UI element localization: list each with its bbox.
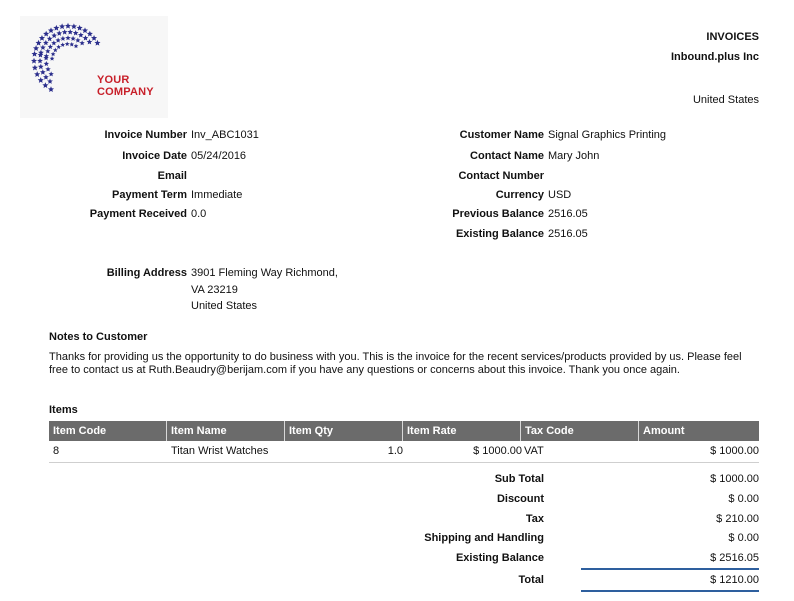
logo-star bbox=[77, 25, 83, 31]
logo-star bbox=[47, 78, 53, 83]
logo-star bbox=[56, 45, 61, 50]
logo-star bbox=[47, 36, 53, 41]
logo-star bbox=[51, 33, 57, 38]
logo-star bbox=[53, 48, 58, 53]
company-name: Inbound.plus Inc bbox=[671, 51, 759, 63]
logo-star bbox=[79, 40, 84, 45]
payment-received-value: 0.0 bbox=[191, 208, 207, 220]
cell-item-qty: 1.0 bbox=[387, 445, 403, 457]
logo-star bbox=[60, 42, 65, 47]
logo-star bbox=[53, 25, 59, 31]
logo-star bbox=[45, 48, 50, 53]
total-divider-top bbox=[581, 568, 759, 570]
customer-name-label: Customer Name bbox=[459, 129, 544, 141]
logo-star bbox=[37, 58, 43, 63]
logo-star bbox=[48, 27, 54, 33]
logo-star bbox=[65, 42, 70, 47]
logo-star bbox=[87, 39, 93, 44]
totals-existing-balance-label: Existing Balance bbox=[455, 552, 544, 564]
existing-balance-value: 2516.05 bbox=[548, 228, 588, 240]
logo-text bbox=[97, 74, 154, 98]
logo-star bbox=[48, 44, 53, 49]
invoice-date-label: Invoice Date bbox=[122, 150, 187, 162]
logo-star bbox=[60, 36, 65, 41]
logo-line-2: COMPANY bbox=[97, 86, 154, 98]
logo-star bbox=[44, 61, 49, 66]
logo-star bbox=[50, 56, 55, 61]
col-item-rate: Item Rate bbox=[403, 421, 521, 441]
cell-item-code: 8 bbox=[53, 445, 60, 457]
currency-label: Currency bbox=[495, 189, 544, 201]
logo-star bbox=[70, 36, 75, 41]
cell-amount: $ 1000.00 bbox=[710, 445, 759, 457]
cell-item-name: Titan Wrist Watches bbox=[171, 445, 269, 457]
totals-existing-balance-value: $ 2516.05 bbox=[710, 552, 759, 564]
discount-value: $ 0.00 bbox=[728, 493, 759, 505]
col-amount: Amount bbox=[643, 425, 685, 437]
logo-star bbox=[40, 45, 46, 50]
payment-term-value: Immediate bbox=[191, 189, 243, 201]
cell-item-rate: $ 1000.00 bbox=[473, 445, 522, 457]
document-title: INVOICES bbox=[706, 31, 759, 43]
logo-star bbox=[45, 67, 50, 72]
logo-star bbox=[74, 44, 79, 49]
logo-star bbox=[91, 35, 97, 41]
logo-star bbox=[32, 65, 38, 71]
billing-address-line-1: 3901 Fleming Way Richmond, bbox=[191, 267, 338, 279]
logo-line-1: YOUR bbox=[97, 74, 130, 86]
col-item-qty: Item Qty bbox=[285, 421, 403, 441]
contact-name-label: Contact Name bbox=[470, 150, 544, 162]
logo-star bbox=[82, 27, 88, 33]
col-item-name: Item Name bbox=[167, 421, 285, 441]
notes-text: Thanks for providing us the opportunity to do business with you. This is the invoice for the recent services/products provided by us. Please feel free to contact us at Ruth.Beaudry@berijam.com if you have any questions or concerns about this invoice. Thank you once again. bbox=[49, 351, 742, 376]
shipping-value: $ 0.00 bbox=[728, 532, 759, 544]
logo-star bbox=[43, 40, 49, 45]
email-label: Email bbox=[157, 170, 187, 182]
logo-star bbox=[94, 40, 100, 46]
logo-star bbox=[62, 29, 68, 34]
logo-star bbox=[43, 31, 49, 37]
customer-name-value: Signal Graphics Printing bbox=[548, 129, 667, 141]
logo-star bbox=[65, 23, 71, 29]
invoice-number-label: Invoice Number bbox=[104, 129, 187, 141]
subtotal-value: $ 1000.00 bbox=[710, 473, 759, 485]
logo-star bbox=[48, 86, 54, 92]
contact-number-label: Contact Number bbox=[458, 170, 544, 182]
currency-value: USD bbox=[548, 189, 572, 201]
payment-received-label: Payment Received bbox=[89, 208, 187, 220]
logo-star bbox=[87, 31, 93, 37]
logo-star bbox=[69, 42, 74, 47]
total-value: $ 1210.00 bbox=[710, 574, 759, 586]
logo-star bbox=[40, 69, 46, 74]
globe-stars-icon bbox=[28, 20, 108, 100]
company-country: United States bbox=[692, 94, 759, 106]
tax-value: $ 210.00 bbox=[716, 513, 759, 525]
existing-balance-label: Existing Balance bbox=[455, 228, 544, 240]
logo-star bbox=[39, 35, 45, 41]
logo-star bbox=[38, 77, 44, 83]
billing-address-line-2: VA 23219 bbox=[191, 284, 238, 296]
logo-star bbox=[48, 71, 53, 76]
logo-star bbox=[59, 23, 65, 29]
logo-star bbox=[56, 30, 62, 35]
logo-star bbox=[73, 30, 79, 35]
company-logo bbox=[20, 16, 168, 118]
logo-star bbox=[65, 35, 70, 40]
logo-star bbox=[67, 29, 73, 34]
contact-name-value: Mary John bbox=[548, 150, 600, 162]
logo-star bbox=[55, 38, 60, 43]
total-label: Total bbox=[518, 574, 544, 586]
total-divider-bottom bbox=[581, 590, 759, 592]
shipping-label: Shipping and Handling bbox=[424, 532, 544, 544]
logo-star bbox=[31, 51, 37, 57]
invoice-number-value: Inv_ABC1031 bbox=[191, 129, 259, 141]
logo-star bbox=[78, 32, 84, 37]
tax-label: Tax bbox=[525, 513, 544, 525]
notes-heading: Notes to Customer bbox=[49, 331, 148, 343]
items-heading: Items bbox=[49, 404, 78, 416]
discount-label: Discount bbox=[496, 493, 544, 505]
col-item-code: Item Code bbox=[49, 421, 167, 441]
items-table-header bbox=[49, 421, 759, 441]
previous-balance-label: Previous Balance bbox=[452, 208, 544, 220]
logo-star bbox=[43, 74, 49, 79]
previous-balance-value: 2516.05 bbox=[548, 208, 588, 220]
logo-star bbox=[33, 45, 39, 51]
logo-star bbox=[31, 58, 37, 64]
logo-star bbox=[36, 40, 42, 46]
logo-star bbox=[83, 35, 89, 40]
invoice-date-value: 05/24/2016 bbox=[191, 150, 247, 162]
cell-tax-code: VAT bbox=[524, 445, 544, 457]
billing-address-line-3: United States bbox=[191, 300, 258, 312]
subtotal-label: Sub Total bbox=[494, 473, 544, 485]
billing-address-label: Billing Address bbox=[106, 267, 187, 279]
logo-star bbox=[38, 64, 44, 69]
logo-star bbox=[51, 52, 56, 57]
logo-star bbox=[75, 38, 80, 43]
payment-term-label: Payment Term bbox=[112, 189, 187, 201]
logo-star bbox=[34, 71, 40, 77]
col-tax-code: Tax Code bbox=[521, 421, 639, 441]
logo-star bbox=[71, 23, 77, 29]
table-row bbox=[49, 441, 759, 463]
logo-star bbox=[42, 82, 48, 88]
logo-star bbox=[51, 40, 56, 45]
